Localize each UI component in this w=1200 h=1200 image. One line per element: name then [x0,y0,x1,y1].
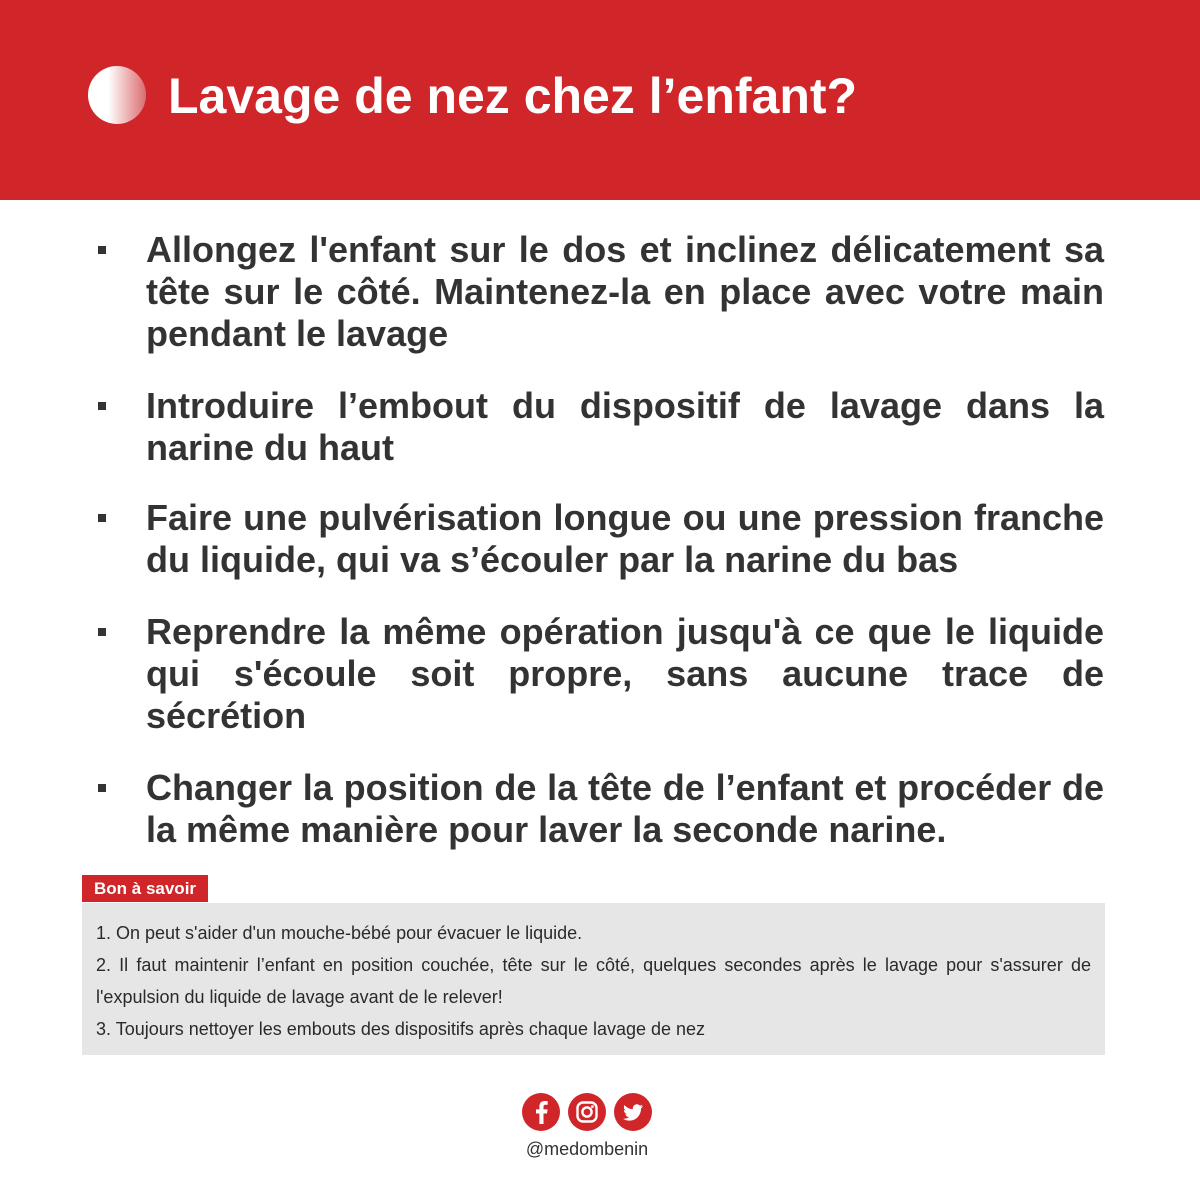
step-item: Faire une pulvérisation longue ou une pression franche du liquide, qui va s’écouler par la narine du bas [146,497,1104,580]
tip-item: 2. Il faut maintenir l’enfant en position couchée, tête sur le côté, quelques secondes après le lavage pour s'assurer de l'expulsion du liquide de lavage avant de le relever! [96,955,1091,1007]
instagram-icon[interactable] [568,1093,606,1131]
header-banner [0,0,1200,200]
step-item: Introduire l’embout du dispositif de lavage dans la narine du haut [146,385,1104,468]
tips-box [82,903,1105,1055]
tip-item: 3. Toujours nettoyer les embouts des dispositifs après chaque lavage de nez [96,1019,706,1039]
twitter-icon[interactable] [614,1093,652,1131]
tips-label: Bon à savoir [82,875,208,902]
step-item: Reprendre la même opération jusqu'à ce que le liquide qui s'écoule soit propre, sans aucune trace de sécrétion [146,611,1104,736]
social-icons [522,1093,652,1131]
step-item: Allongez l'enfant sur le dos et inclinez délicatement sa tête sur le côté. Maintenez-la en place avec votre main pendant le lavage [146,229,1104,354]
page-title: Lavage de nez chez l’enfant? [168,68,858,124]
step-item: Changer la position de la tête de l’enfant et procéder de la même manière pour laver la seconde narine. [146,767,1104,850]
circle-bullet-icon [88,66,146,124]
social-handle: @medombenin [525,1139,649,1159]
tip-item: 1. On peut s'aider d'un mouche-bébé pour évacuer le liquide. [96,923,583,943]
facebook-icon[interactable] [522,1093,560,1131]
